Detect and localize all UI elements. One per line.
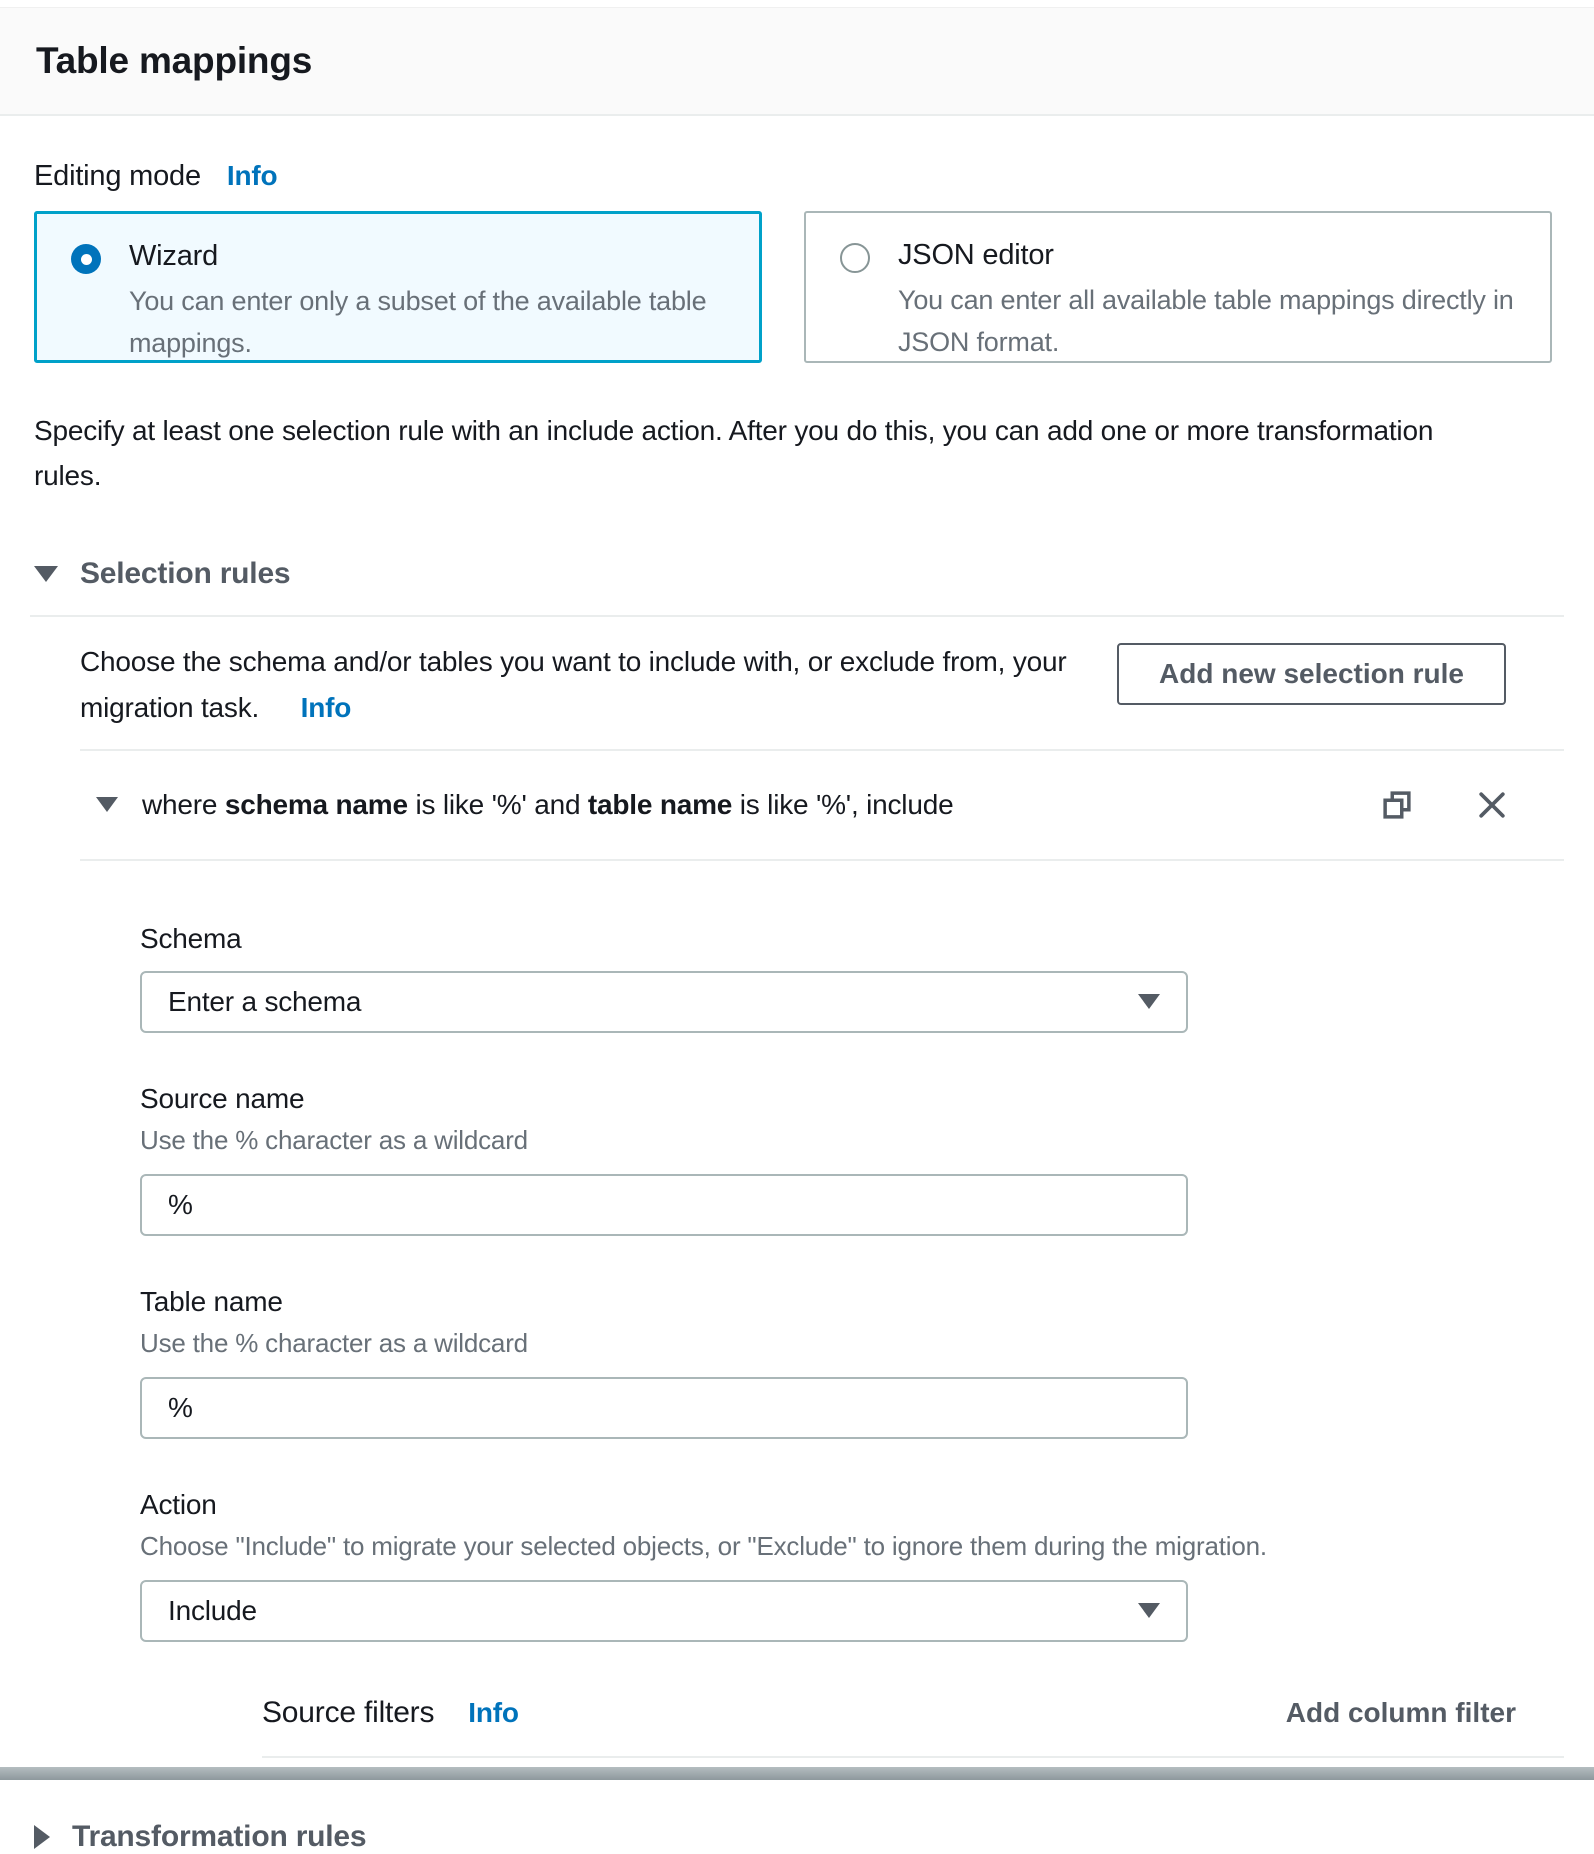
- source-name-input[interactable]: [140, 1174, 1188, 1236]
- source-filters-row: [262, 1696, 1516, 1730]
- option-wizard-description-line: You can enter only a subset of the available table: [129, 286, 707, 316]
- panel-body: [0, 160, 1594, 1854]
- rule-summary-suffix: is like '%', include: [732, 788, 954, 820]
- selection-rule-summary: [142, 789, 1378, 821]
- selection-rules-description-row: [30, 639, 1564, 731]
- action-label: Action: [140, 1488, 217, 1520]
- selection-rule-summary-row[interactable]: [30, 751, 1564, 859]
- option-json-description-line: JSON format.: [898, 326, 1060, 357]
- remove-rule-button[interactable]: [1472, 785, 1512, 825]
- option-json-description: [898, 280, 1514, 364]
- schema-field-group: [140, 923, 1564, 1033]
- option-wizard-label: Wizard: [129, 240, 219, 272]
- add-column-filter-button[interactable]: Add column filter: [1285, 1696, 1516, 1728]
- action-hint: Choose "Include" to migrate your selected objects, or "Exclude" to ignore them during the migration.: [140, 1530, 1267, 1561]
- action-select[interactable]: [140, 1580, 1188, 1642]
- source-name-value: %: [168, 1188, 193, 1220]
- transformation-rules-header[interactable]: [30, 1820, 1564, 1854]
- close-icon: [1472, 813, 1512, 828]
- editing-mode-label: Editing mode: [34, 160, 201, 192]
- panel-header: [0, 8, 1594, 116]
- add-selection-rule-button[interactable]: Add new selection rule: [1117, 643, 1506, 705]
- intro-line: rules.: [34, 459, 102, 491]
- transformation-rules-heading: Transformation rules: [72, 1819, 367, 1853]
- divider: [80, 859, 1564, 861]
- selection-rules-info-link[interactable]: Info: [300, 691, 352, 723]
- option-card-wizard-content: [129, 240, 706, 365]
- editing-mode-row: [30, 160, 1564, 193]
- intro-line: Specify at least one selection rule with an include action. After you do this, you can add one or more transformation: [34, 415, 1434, 446]
- source-name-hint: Use the % character as a wildcard: [140, 1124, 528, 1155]
- option-json-description-line: You can enter all available table mappings directly in: [898, 285, 1514, 315]
- table-name-hint: Use the % character as a wildcard: [140, 1327, 528, 1358]
- top-strip: [0, 0, 1594, 8]
- rule-summary-schema-name: schema name: [224, 788, 408, 820]
- selection-rule-form: [30, 923, 1564, 1758]
- copy-icon: [1378, 812, 1416, 827]
- editing-mode-info-link[interactable]: Info: [226, 160, 278, 191]
- caret-down-icon: [96, 797, 118, 812]
- rule-summary-prefix: where: [142, 788, 225, 820]
- table-name-label: Table name: [140, 1285, 283, 1317]
- action-select-value: Include: [168, 1594, 257, 1626]
- chevron-down-icon: [1138, 1603, 1160, 1618]
- option-json-label: JSON editor: [898, 239, 1054, 271]
- page-title: Table mappings: [36, 40, 313, 81]
- action-field-group: [140, 1489, 1564, 1642]
- option-card-wizard[interactable]: [34, 211, 762, 363]
- source-filters-info-link[interactable]: Info: [468, 1696, 519, 1728]
- source-filters-heading: Source filters: [262, 1695, 435, 1729]
- table-name-value: %: [168, 1391, 193, 1423]
- source-name-field-group: [140, 1083, 1564, 1236]
- selection-rules-header[interactable]: [30, 557, 1564, 591]
- selection-rules-heading: Selection rules: [80, 556, 291, 590]
- selection-rules-description: [80, 639, 1067, 731]
- radio-unselected-icon[interactable]: [840, 243, 870, 273]
- source-name-label: Source name: [140, 1082, 305, 1114]
- table-name-field-group: [140, 1286, 1564, 1439]
- table-name-input[interactable]: [140, 1377, 1188, 1439]
- schema-select-value: Enter a schema: [168, 985, 362, 1017]
- rule-summary-middle: is like '%' and: [407, 788, 588, 820]
- divider: [262, 1756, 1564, 1758]
- divider: [30, 615, 1564, 617]
- caret-right-icon: [34, 1825, 50, 1849]
- option-card-json-editor[interactable]: [804, 211, 1552, 363]
- option-wizard-description-line: mappings.: [129, 327, 252, 358]
- selection-rules-description-line: Choose the schema and/or tables you want to include with, or exclude from, your: [80, 645, 1067, 677]
- source-filters-heading-group: [262, 1696, 519, 1730]
- schema-label: Schema: [140, 922, 242, 954]
- caret-down-icon: [34, 566, 58, 582]
- option-wizard-description: [129, 281, 706, 365]
- rule-summary-table-name: table name: [587, 788, 733, 820]
- schema-select[interactable]: [140, 971, 1188, 1033]
- intro-paragraph: [30, 409, 1564, 499]
- bottom-scroll-edge: [0, 1767, 1594, 1780]
- chevron-down-icon: [1138, 994, 1160, 1009]
- editing-mode-options: [30, 211, 1564, 363]
- selection-rules-description-line: [80, 685, 1067, 731]
- option-card-json-content: [898, 239, 1514, 364]
- duplicate-rule-button[interactable]: [1378, 786, 1416, 824]
- selection-rules-description-text: migration task.: [80, 691, 260, 723]
- radio-selected-icon[interactable]: [71, 244, 101, 274]
